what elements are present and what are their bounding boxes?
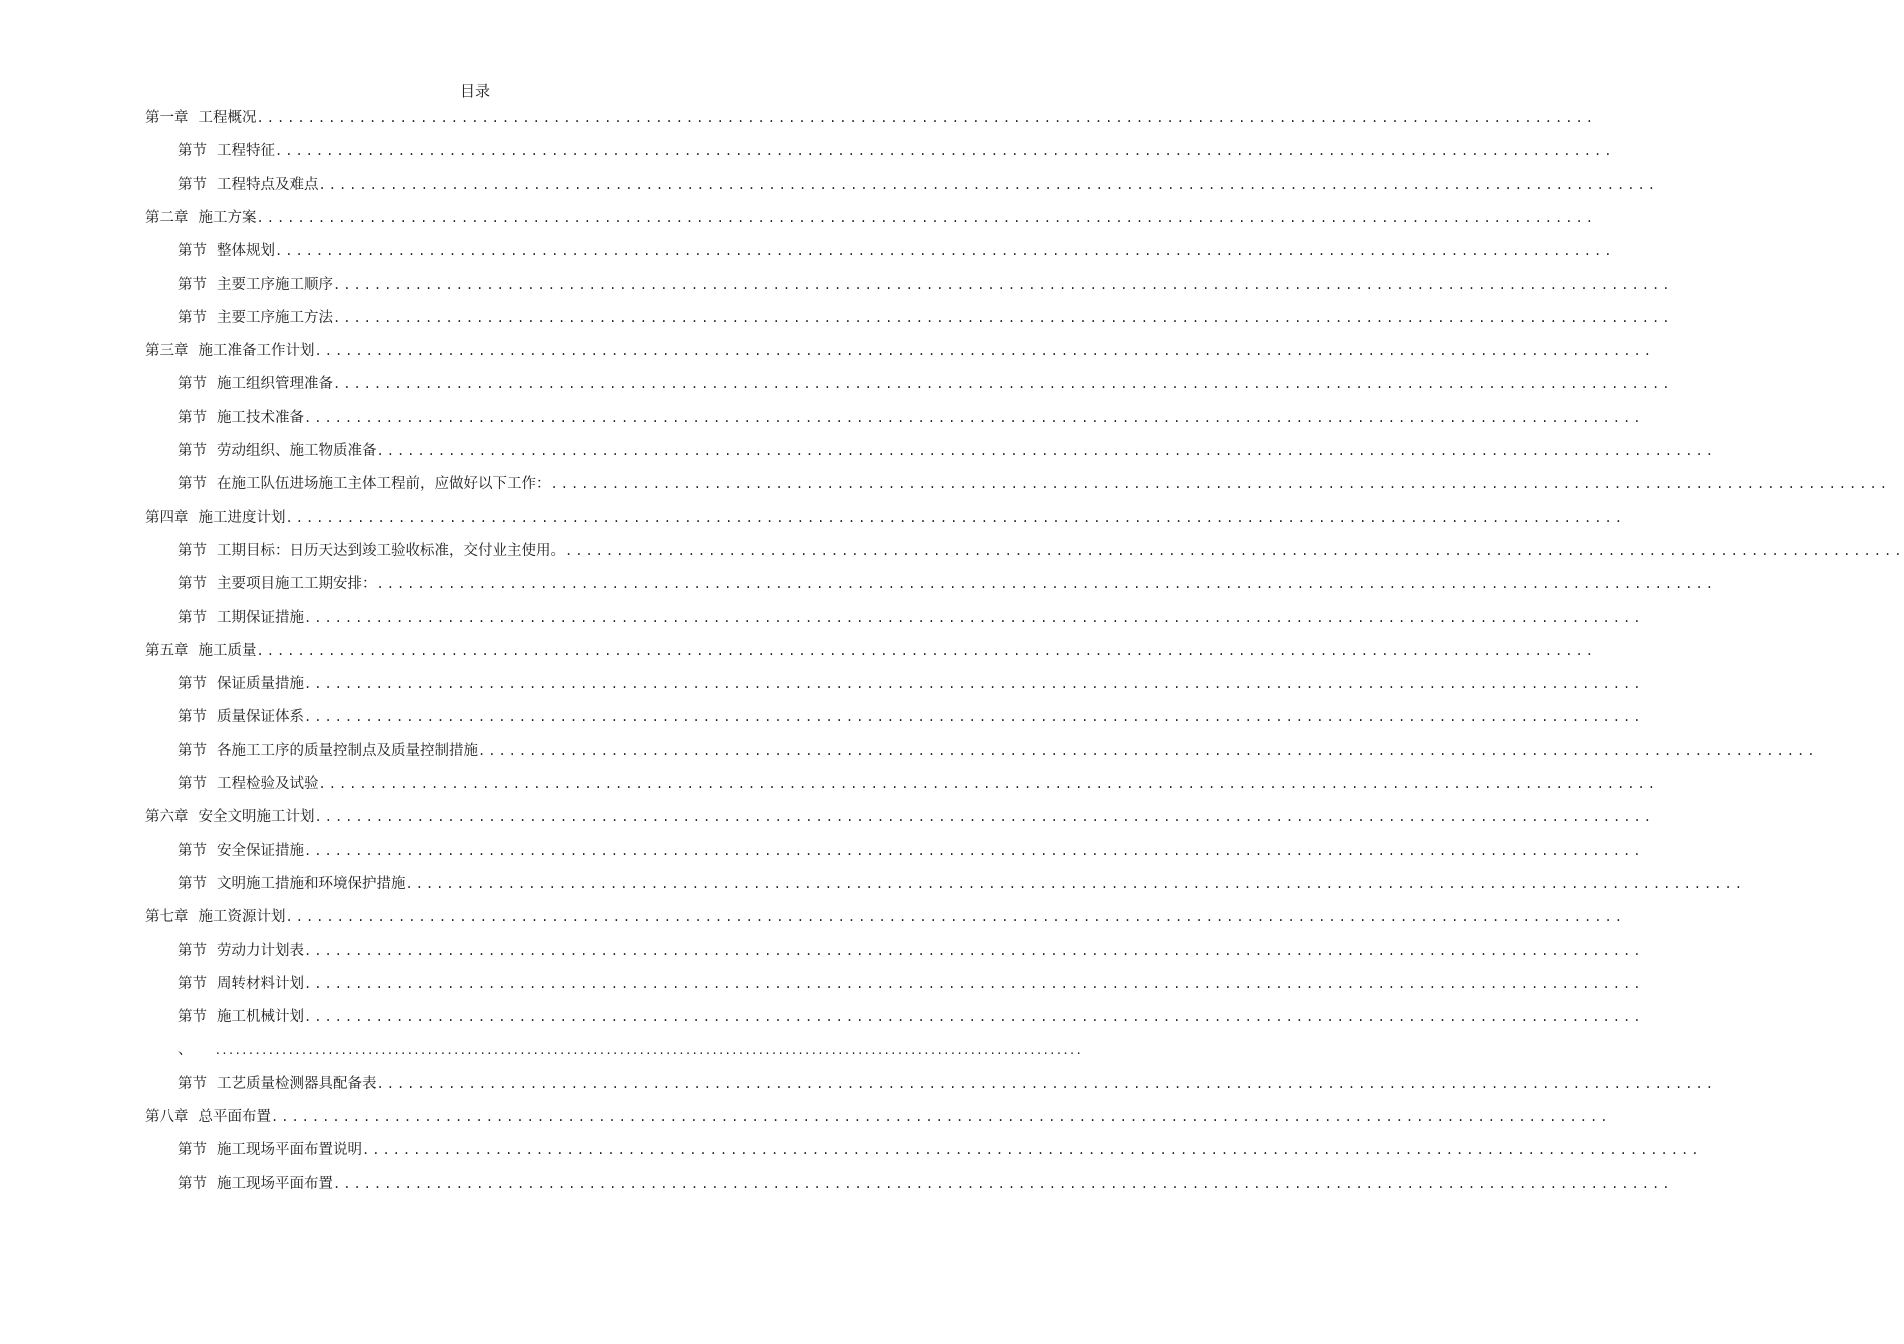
toc-entry-number: 、 bbox=[178, 1042, 193, 1059]
toc-section-entry[interactable] bbox=[178, 707, 1644, 727]
toc-dot-leader: ................................................................................................................................... bbox=[304, 843, 1644, 858]
toc-entry-title: 工程检验及试验 bbox=[217, 776, 319, 792]
toc-dot-leader: ................................................................................................................................... bbox=[333, 277, 1673, 292]
toc-section-entry[interactable] bbox=[178, 275, 1673, 295]
toc-chapter-entry[interactable] bbox=[145, 108, 1596, 128]
toc-entry-title: 主要工序施工方法 bbox=[217, 309, 333, 326]
toc-entry-number: 第节 bbox=[178, 143, 207, 160]
toc-entry-title: 施工进度计划 bbox=[198, 509, 286, 526]
toc-dot-leader: ................................................................................................................................... bbox=[256, 210, 1596, 225]
toc-entry-number: 第五章 bbox=[145, 642, 189, 659]
toc-dot-leader: ................................................................................................................................... bbox=[565, 543, 1904, 558]
toc-dot-leader: ................................................................................................................................... bbox=[376, 1076, 1716, 1091]
toc-dot-leader: ................................................................................................................................... bbox=[318, 777, 1658, 791]
toc-entry-title: 施工方案 bbox=[198, 209, 257, 226]
toc-section-entry[interactable] bbox=[178, 374, 1673, 394]
toc-dot-leader: ................................................................................................................................... bbox=[314, 810, 1654, 825]
toc-entry-number: 第节 bbox=[178, 243, 207, 260]
toc-entry-title: 施工机械计划 bbox=[217, 1009, 304, 1026]
toc-entry-number: 第节 bbox=[178, 376, 207, 393]
toc-entry-title: 在施工队伍进场施工主体工程前，应做好以下工作： bbox=[217, 476, 551, 493]
toc-chapter-entry[interactable] bbox=[145, 208, 1596, 228]
toc-dot-leader: ................................................................................................................................... bbox=[304, 1010, 1644, 1025]
toc-dot-leader: ................................................................................................................................... bbox=[285, 510, 1625, 525]
toc-dot-leader: ................................................................................................................................... bbox=[214, 1044, 1083, 1058]
toc-entry-title: 周转材料计划 bbox=[217, 975, 304, 992]
toc-entry-number: 第节 bbox=[178, 1009, 207, 1026]
toc-entry-number: 第一章 bbox=[145, 110, 189, 126]
toc-section-entry[interactable] bbox=[178, 1174, 1673, 1194]
toc-entry-number: 第节 bbox=[178, 1075, 207, 1092]
toc-chapter-entry[interactable] bbox=[145, 341, 1654, 361]
toc-dot-leader: ................................................................................................................................... bbox=[304, 410, 1644, 425]
toc-dot-leader: ................................................................................................................................... bbox=[304, 976, 1644, 991]
toc-entry-number: 第三章 bbox=[145, 343, 189, 360]
toc-dot-leader: ................................................................................................................................... bbox=[271, 1110, 1611, 1124]
toc-section-entry[interactable] bbox=[178, 1074, 1716, 1094]
toc-entry-title: 施工准备工作计划 bbox=[198, 343, 315, 360]
toc-chapter-entry[interactable] bbox=[145, 641, 1596, 661]
toc-entry-number: 第节 bbox=[178, 875, 207, 892]
toc-entry-number: 第节 bbox=[178, 409, 207, 426]
toc-entry-number: 第节 bbox=[178, 942, 207, 959]
toc-entry-title: 安全文明施工计划 bbox=[198, 809, 315, 826]
toc-chapter-entry[interactable] bbox=[145, 508, 1625, 528]
toc-dot-leader: ................................................................................................................................... bbox=[333, 310, 1673, 325]
toc-entry-title: 工期保证措施 bbox=[217, 609, 304, 626]
toc-entry-title: 劳动力计划表 bbox=[217, 942, 304, 959]
toc-entry-title: 施工现场平面布置说明 bbox=[217, 1142, 362, 1159]
toc-entry-title: 主要工序施工顺序 bbox=[217, 276, 333, 293]
toc-chapter-entry[interactable] bbox=[145, 1107, 1611, 1127]
toc-section-entry[interactable] bbox=[178, 441, 1716, 461]
toc-entry-number: 第节 bbox=[178, 709, 207, 726]
toc-section-entry[interactable] bbox=[178, 1140, 1702, 1160]
toc-section-entry[interactable] bbox=[178, 1007, 1644, 1027]
toc-dot-leader: ................................................................................................................................... bbox=[275, 244, 1615, 259]
toc-dot-leader: ................................................................................................................................... bbox=[285, 910, 1625, 925]
toc-entry-number: 第节 bbox=[178, 676, 207, 693]
toc-entry-number: 第节 bbox=[178, 776, 207, 792]
toc-entry-title: 施工组织管理准备 bbox=[217, 376, 333, 393]
toc-chapter-entry[interactable] bbox=[145, 807, 1654, 827]
toc-entry-title: 施工质量 bbox=[198, 642, 257, 659]
toc-section-entry[interactable] bbox=[178, 774, 1658, 794]
toc-entry-title: 工期目标：日历天达到竣工验收标准，交付业主使用。 bbox=[217, 542, 565, 559]
toc-entry-title: 施工技术准备 bbox=[217, 409, 304, 426]
toc-dot-leader: ................................................................................................................................... bbox=[362, 1143, 1702, 1158]
toc-entry-number: 第六章 bbox=[145, 809, 189, 826]
toc-section-entry[interactable] bbox=[178, 308, 1673, 328]
toc-dot-leader: ................................................................................................................................... bbox=[304, 943, 1644, 958]
toc-section-entry[interactable] bbox=[178, 541, 1904, 561]
toc-entry-number: 第节 bbox=[178, 576, 207, 593]
toc-entry-number: 第节 bbox=[178, 176, 207, 193]
toc-entry-title: 文明施工措施和环境保护措施 bbox=[217, 875, 406, 892]
toc-entry-number: 第二章 bbox=[145, 209, 189, 226]
toc-entry-number: 第节 bbox=[178, 1175, 207, 1192]
toc-entry-number: 第节 bbox=[178, 476, 207, 493]
toc-section-entry[interactable] bbox=[178, 141, 1615, 161]
toc-entry-title: 质量保证体系 bbox=[217, 709, 304, 726]
toc-entry-title: 施工资源计划 bbox=[198, 909, 286, 926]
toc-section-entry[interactable] bbox=[178, 408, 1644, 428]
toc-entry-title: 施工现场平面布置 bbox=[217, 1175, 333, 1192]
toc-dot-leader: ................................................................................................................................... bbox=[304, 610, 1644, 625]
toc-entry-number: 第节 bbox=[178, 276, 207, 293]
toc-entry-title: 保证质量措施 bbox=[217, 676, 304, 693]
toc-entry-title: 劳动组织、施工物质准备 bbox=[217, 443, 377, 459]
toc-entry-title: 工艺质量检测器具配备表 bbox=[217, 1075, 377, 1092]
toc-section-entry[interactable] bbox=[178, 741, 1818, 761]
toc-dot-leader: ................................................................................................................................... bbox=[314, 344, 1654, 359]
toc-dot-leader: ................................................................................................................................... bbox=[275, 144, 1615, 159]
toc-section-entry[interactable] bbox=[178, 874, 1745, 894]
toc-dot-leader: ................................................................................................................................... bbox=[550, 477, 1890, 492]
toc-title: 目录 bbox=[459, 82, 490, 100]
toc-entry-number: 第节 bbox=[178, 443, 207, 459]
toc-entry-title: 工程特征 bbox=[217, 143, 275, 160]
toc-chapter-entry[interactable] bbox=[145, 907, 1625, 927]
toc-section-entry[interactable] bbox=[178, 241, 1615, 261]
toc-dot-leader: ................................................................................................................................... bbox=[333, 1176, 1673, 1191]
toc-dot-leader: ................................................................................................................................... bbox=[304, 710, 1644, 725]
toc-dot-leader: ................................................................................................................................... bbox=[318, 177, 1658, 192]
toc-section-entry[interactable] bbox=[178, 608, 1644, 628]
toc-entry-number: 第节 bbox=[178, 609, 207, 626]
toc-section-entry[interactable] bbox=[178, 674, 1644, 694]
toc-entry-title: 工程特点及难点 bbox=[217, 176, 319, 193]
toc-section-entry[interactable] bbox=[178, 474, 1890, 494]
toc-entry-title: 工程概况 bbox=[198, 110, 257, 126]
toc-dot-leader: ................................................................................................................................... bbox=[376, 444, 1716, 458]
toc-entry-number: 第节 bbox=[178, 842, 207, 859]
toc-dot-leader: ................................................................................................................................... bbox=[478, 743, 1818, 758]
toc-section-entry[interactable] bbox=[178, 574, 1716, 594]
toc-entry-number: 第七章 bbox=[145, 909, 189, 926]
toc-dot-leader: ................................................................................................................................... bbox=[333, 377, 1673, 392]
toc-entry-number: 第节 bbox=[178, 542, 207, 559]
toc-entry-title: 安全保证措施 bbox=[217, 842, 304, 859]
toc-entry-number: 第节 bbox=[178, 975, 207, 992]
toc-entry-number: 第节 bbox=[178, 309, 207, 326]
toc-section-entry[interactable] bbox=[178, 974, 1644, 994]
toc-entry-title: 总平面布置 bbox=[198, 1109, 271, 1125]
toc-section-entry[interactable] bbox=[178, 941, 1644, 961]
toc-entry-title: 整体规划 bbox=[217, 243, 275, 260]
toc-entry-title: 主要项目施工工期安排： bbox=[217, 576, 377, 593]
toc-dot-leader: ................................................................................................................................... bbox=[376, 577, 1716, 592]
toc-entry-number: 第八章 bbox=[145, 1109, 189, 1125]
toc-section-entry[interactable] bbox=[178, 1040, 1083, 1060]
toc-entry-number: 第四章 bbox=[145, 509, 189, 526]
toc-entry-number: 第节 bbox=[178, 742, 207, 759]
toc-dot-leader: ................................................................................................................................... bbox=[256, 111, 1596, 125]
toc-entry-title: 各施工工序的质量控制点及质量控制措施 bbox=[217, 742, 478, 759]
toc-dot-leader: ................................................................................................................................... bbox=[405, 876, 1745, 891]
toc-section-entry[interactable] bbox=[178, 175, 1658, 195]
toc-entry-number: 第节 bbox=[178, 1142, 207, 1159]
toc-section-entry[interactable] bbox=[178, 841, 1644, 861]
toc-dot-leader: ................................................................................................................................... bbox=[256, 643, 1596, 658]
toc-dot-leader: ................................................................................................................................... bbox=[304, 677, 1644, 692]
